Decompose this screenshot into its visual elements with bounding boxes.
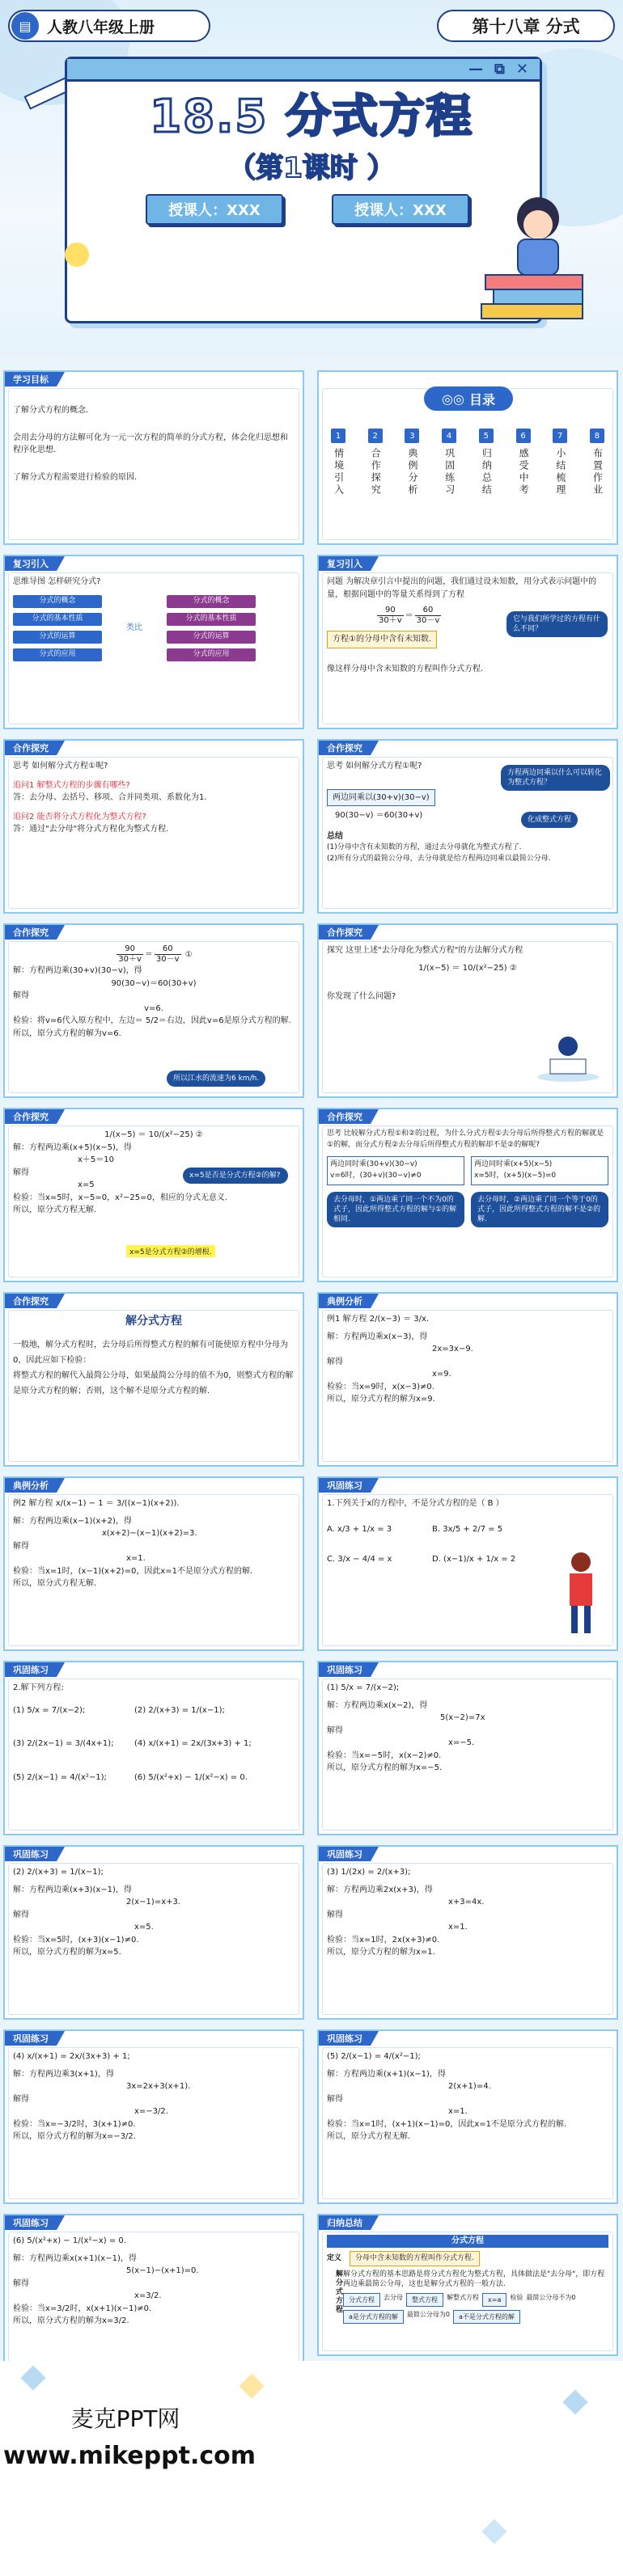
option-b[interactable]: B. 3x/5 + 2/7 = 5 [432, 1524, 503, 1534]
summary-title: 分式方程 [327, 2235, 608, 2248]
definition-text: 像这样分母中含未知数的方程叫作分式方程. [327, 664, 484, 674]
exercise-item: (5) 2/(x−1) = 4/(x²−1); [13, 1772, 107, 1782]
flow-result: a是分式方程的解 [343, 2310, 404, 2324]
solution-step: 解：方程两边乘(x+1)(x−1)，得 [327, 2069, 446, 2079]
edition-label: 人教八年级上册 [47, 18, 155, 36]
book-icon: ▤ [11, 12, 39, 40]
slide-practice-6 [3, 2029, 304, 2204]
solution-step: 所以，原分式方程无解. [327, 2132, 411, 2141]
flow-arrow-label: 解整式方程 [447, 2293, 479, 2301]
flow-step: 分式的运算 [13, 631, 102, 644]
compare-box: 两边同时乘(x+5)(x−5) x=5时，(x+5)(x−5)=0 [471, 1156, 608, 1185]
body-text: 将整式方程的解代入最简公分母，如果最简公分母的值不为0，则整式方程的解是原分式方程的解；否则，这个解不是原分式方程的解. [13, 1370, 294, 1396]
brand-name: 麦克PPT网 [70, 2405, 180, 2432]
callout-bubble: 方程两边同乘以什么可以转化为整式方程？ [501, 765, 610, 791]
solution-step: 90(30−v)＝60(30+v) [111, 978, 197, 988]
solution-step: 检验：当x=5时，(x+3)(x−1)≠0. [13, 1935, 139, 1945]
summary-item: (2)所有分式的最简公分母，去分母就是给方程两边同乘以最简公分母. [327, 854, 551, 863]
footer [0, 2361, 623, 2576]
slide-tag: 巩固练习 [319, 2031, 371, 2046]
page-title: 18.5 分式方程 [150, 91, 473, 143]
slide-tag: 巩固练习 [319, 1662, 371, 1677]
slide-tag: 巩固练习 [5, 1662, 57, 1677]
solution-step: 所以，原分式方程无解. [13, 1206, 97, 1214]
contents-item[interactable]: 7 小结梳理 [547, 429, 573, 496]
solution-step: 解得 [327, 1357, 343, 1366]
slide-tag: 巩固练习 [5, 2031, 57, 2046]
slide-tag: 合作探究 [5, 1109, 57, 1124]
flow-result: a不是分式方程的解 [453, 2310, 520, 2324]
solution-step: x=−3/2. [134, 2107, 168, 2116]
reading-illustration [536, 1027, 600, 1083]
minimize-icon: — [468, 61, 484, 78]
goal-item: 了解分式方程的概念. [13, 406, 89, 415]
solution-step: 解得 [327, 1910, 343, 1919]
contents-item[interactable]: 3 典例分析 [399, 429, 425, 496]
solution-step: 解：方程两边乘x(x+1)(x−1)，得 [13, 2253, 137, 2263]
method-label: 解分式方程 [334, 2269, 342, 2314]
solution-step: 解：方程两边乘2x(x+3)，得 [327, 1885, 433, 1894]
solution-step: 解得 [13, 1541, 29, 1551]
solution-step: 2(x−1)=x+3. [126, 1898, 181, 1907]
solution-step: 解：方程两边乘(x+5)(x−5)，得 [13, 1142, 132, 1152]
callout-bubble: x=5是否是分式方程②的解? [183, 1168, 288, 1184]
solution-step: 解：方程两边乘3(x+1)，得 [13, 2069, 114, 2079]
contents-item[interactable]: 6 感受中考 [511, 429, 536, 496]
equation-step: 90(30−v) [335, 811, 374, 820]
body-text: 一般地，解分式方程时，去分母后所得整式方程的解有可能使原方程中分母为0，因此应如下检验： [13, 1340, 288, 1365]
teacher-label: 授课人：XXX [146, 194, 283, 225]
flow-step: 分式的概念 [13, 595, 102, 608]
solution-step: x=1. [448, 1923, 468, 1932]
flow-step: 分式的运算 [167, 631, 256, 644]
solution-step: 5(x−1)−(x+1)=0. [126, 2266, 199, 2275]
solution-step: 3x=2x+3(x+1). [126, 2082, 191, 2091]
slide-explore-2 [317, 739, 618, 914]
solution-step: 所以，原分式方程的解为x=9. [327, 1395, 435, 1404]
callout-bubble: 去分母时，①两边乘了同一个不为0的式子，因此所得整式方程的解与①的解相同. [327, 1192, 464, 1227]
flow-condition: 最简公分母不为0 [526, 2293, 576, 2301]
equation: x/(x−1) − 1 ＝ 3/((x−1)(x+2)). [55, 1499, 180, 1508]
slide-tag: 归纳总结 [319, 2215, 371, 2230]
slide-tag: 典例分析 [5, 1478, 57, 1493]
solution-step: 检验：当x=−5时，x(x−2)≠0. [327, 1750, 442, 1760]
equation: (2) 2/(x+3) = 1/(x−1); [13, 1868, 104, 1877]
option-a[interactable]: A. x/3 + 1/x = 3 [327, 1524, 392, 1534]
solution-step: 解得 [13, 2278, 29, 2288]
solution-step: 所以，原分式方程的解为v=6. [13, 1028, 121, 1038]
goal-item: 会用去分母的方法解可化为一元一次方程的简单的分式方程，体会化归思想和程序化思想. [13, 433, 288, 454]
chapter-badge [437, 10, 615, 42]
window-titlebar [67, 59, 540, 82]
flow-step: 分式的概念 [167, 595, 256, 608]
slide-tag: 巩固练习 [319, 1478, 371, 1493]
equation-mark: ② [195, 1130, 203, 1139]
compare-box: 两边同时乘(30+v)(30−v) v=6时，(30+v)(30−v)≠0 [327, 1156, 464, 1185]
solution-step: 解得 [13, 1168, 29, 1177]
slide-practice-3 [317, 1661, 618, 1835]
exercise-item: (6) 5/(x²+x) − 1/(x²−x) = 0. [134, 1772, 248, 1782]
equation: $\frac{90}{30+v}$ ＝ $\frac{60}{30-v}$ ① [118, 944, 193, 964]
solution-step: v=6. [144, 1003, 163, 1013]
slide-tag: 巩固练习 [5, 1847, 57, 1861]
slide-compare [317, 1108, 618, 1282]
note-box: 方程①的分母中含有未知数. [327, 631, 437, 648]
followup-question: 追问1 解整式方程的步骤有哪些? [13, 780, 130, 790]
exercise-item: (4) x/(x+1) = 2x/(3x+3) + 1; [134, 1739, 252, 1748]
equation: (6) 5/(x²+x) − 1/(x²−x) = 0. [13, 2236, 126, 2245]
equation: 1/(x−5) ＝ 10/(x²−25) [104, 1130, 193, 1139]
solution-step: x=1. [126, 1554, 146, 1563]
solution-step: 2(x+1)=4. [448, 2082, 491, 2091]
solution-step: 检验：当x=−3/2时，3(x+1)≠0. [13, 2119, 136, 2129]
solution-step: x＋5＝10 [78, 1155, 115, 1164]
example-label: 例2 解方程 [13, 1499, 53, 1508]
method-flow [343, 2293, 608, 2324]
solution-step: 解：方程两边乘(30+v)(30−v)，得 [13, 966, 142, 975]
prompt-text: 探究 这里上述"去分母化为整式方程"的方法解分式方程 [327, 946, 523, 955]
contents-title: ◎◎ 目录 [424, 386, 513, 411]
chapter-label: 第十八章 分式 [472, 17, 580, 36]
solution-step: 解得 [327, 1725, 343, 1735]
slide-review-mindmap [3, 555, 304, 729]
brand-url[interactable]: www.mikeppt.com [3, 2442, 256, 2470]
fraction-flow [13, 595, 102, 661]
slide-tag: 合作探究 [319, 1109, 371, 1124]
option-c[interactable]: C. 3/x − 4/4 = x [327, 1555, 392, 1564]
equation: (4) x/(x+1) = 2x/(3x+3) + 1; [13, 2052, 130, 2061]
answer-text: 答：通过"去分母"将分式方程化为整式方程. [13, 825, 169, 834]
definition-text: 分母中含未知数的方程叫作分式方程. [350, 2251, 480, 2266]
summary-item: (1)分母中含有未知数的方程，通过去分母就化为整式方程了. [327, 843, 522, 851]
flow-arrow-label: 去分母 [384, 2293, 403, 2301]
solution-step: x+3=4x. [448, 1898, 485, 1907]
flow-step: 分式的基本性质 [13, 613, 102, 626]
glasses-icon: ◎◎ [442, 391, 464, 407]
method-text: 解分式方程的基本思路是将分式方程化为整式方程，具体做法是"去分母"，即方程两边乘最简公分母，这也是解分式方程的一般方法. [343, 2270, 605, 2289]
flow-step: 分式的应用 [13, 648, 102, 661]
slide-practice-1 [317, 1476, 618, 1651]
girl-illustration [557, 1549, 605, 1638]
equation: (1) 5/x = 7/(x−2); [327, 1683, 400, 1692]
solution-step: 所以，原分式方程的解为x=−3/2. [13, 2132, 136, 2141]
followup-question: 追问2 能否将分式方程化为整式方程? [13, 812, 146, 821]
slide-tag: 合作探究 [5, 741, 57, 755]
exercise-item: (2) 2/(x+3) = 1/(x−1); [134, 1705, 225, 1715]
decor-dot [65, 243, 89, 267]
solution-step: x=9. [432, 1370, 451, 1379]
callout-bubble: 它与我们所学过的方程有什么不同？ [506, 611, 608, 637]
solution-step: 所以，原分式方程的解为x=3/2. [13, 2316, 129, 2325]
decor-diamond [20, 2365, 45, 2390]
slide-tag: 合作探究 [5, 1294, 57, 1308]
solution-step: 检验：当x=9时，x(x−3)≠0. [327, 1382, 434, 1391]
solution-step: x(x+2)−(x−1)(x+2)=3. [102, 1529, 197, 1538]
callout-bubble: 所以江水的流速为6 km/h. [167, 1071, 265, 1087]
analogy-label: 类比 [126, 623, 142, 632]
restore-icon: ⧉ [494, 61, 505, 78]
equation: (3) 1/(2x) = 2/(x+3); [327, 1868, 411, 1877]
solution-step: 所以，原分式方程的解为x=1. [327, 1948, 435, 1957]
decor-diamond [562, 2389, 587, 2414]
flow-step: 分式的应用 [167, 648, 256, 661]
contents-item[interactable]: 4 巩固练习 [436, 429, 462, 496]
solution-step: 解得 [13, 1910, 29, 1919]
cover-slide [0, 0, 623, 356]
question-text: 思考 如何解分式方程①呢? [327, 762, 422, 771]
flow-condition: 最简公分母为0 [406, 2310, 450, 2318]
solution-step: 检验：当x=1时，(x−1)(x+2)=0，因此x=1不是原分式方程的解. [13, 1566, 253, 1576]
page-subtitle: （第1课时 ） [228, 152, 395, 184]
definition-label: 定义 [327, 2254, 342, 2262]
slide-tag: 复习引入 [319, 556, 371, 571]
equation-step: ＝60(30+v) [375, 811, 423, 820]
question-text: 你发现了什么问题? [327, 992, 396, 1001]
equation: (5) 2/(x−1) = 4/(x²−1); [327, 2052, 421, 2061]
slide-explore-3 [317, 923, 618, 1098]
contents-item[interactable]: 1 情境引入 [325, 429, 351, 496]
slide-tag: 巩固练习 [319, 1847, 371, 1861]
edition-badge [8, 10, 210, 42]
solution-step: x=1. [448, 2107, 468, 2116]
solution-step: 解：方程两边乘(x+3)(x−1)，得 [13, 1885, 132, 1894]
option-d[interactable]: D. (x−1)/x + 1/x = 2 [432, 1555, 516, 1564]
exercise-item: (3) 2/(2x−1) = 3/(4x+1); [13, 1739, 114, 1748]
summary-title: 总结 [327, 831, 343, 841]
solution-step: 解得 [327, 2094, 343, 2104]
fraction-flow [167, 595, 256, 661]
slide-method [3, 1292, 304, 1467]
slide-solve-1 [3, 923, 304, 1098]
close-icon: ✕ [515, 61, 528, 78]
decor-diamond [239, 2373, 264, 2398]
contents-item[interactable]: 8 布置作业 [584, 429, 610, 496]
flow-step: x=a [482, 2293, 506, 2307]
slide-tag: 巩固练习 [5, 2215, 57, 2230]
equation: 1/(x−5) ＝ 10/(x²−25) [418, 963, 507, 973]
solution-step: 解得 [13, 2094, 29, 2104]
contents-item[interactable]: 2 合作探究 [362, 429, 388, 496]
slide-practice-2 [3, 1661, 304, 1835]
slide-practice-4 [3, 1845, 304, 2020]
slide-tag: 典例分析 [319, 1294, 371, 1308]
solution-step: 检验：当x=1时，2x(x+3)≠0. [327, 1935, 440, 1945]
callout-bubble: 去分母时，②两边乘了同一个等于0的式子，因此所得整式方程的解不是②的解. [471, 1192, 608, 1227]
student-illustration [469, 186, 591, 323]
slide-tag: 合作探究 [319, 741, 371, 755]
slide-example-1 [317, 1292, 618, 1467]
slide-summary [317, 2214, 618, 2356]
solution-step: 检验：当x=5时，x−5=0，x²−25=0，相应的分式无意义. [13, 1193, 228, 1202]
solution-step: 所以，原分式方程的解为x=5. [13, 1948, 121, 1957]
solution-step: 解：方程两边乘x(x−3)，得 [327, 1332, 428, 1341]
solution-step: 2x=3x−9. [432, 1345, 473, 1353]
flow-step: 分式的基本性质 [167, 613, 256, 626]
question-text: 2.解下列方程: [13, 1683, 64, 1692]
equation: 2/(x−3) ＝ 3/x. [369, 1315, 430, 1324]
slide-review-problem [317, 555, 618, 729]
answer-text: 答：去分母、去括号、移项、合并同类项、系数化为1. [13, 793, 207, 802]
flow-arrow-label: 检验 [510, 2293, 523, 2301]
solution-step: 解：方程两边乘(x−1)(x+2)，得 [13, 1516, 132, 1526]
solution-step: x=−5. [448, 1738, 475, 1747]
slide-tag: 学习目标 [5, 372, 57, 386]
slide-practice-5 [317, 1845, 618, 2020]
solution-step: 5(x−2)=7x [440, 1713, 485, 1722]
solution-step: x=5 [78, 1180, 95, 1189]
flow-step: 分式方程 [343, 2293, 380, 2307]
solution-step: x=5. [134, 1923, 154, 1932]
contents-item[interactable]: 5 归纳总结 [473, 429, 499, 496]
goal-item: 了解分式方程需要进行检验的原因. [13, 472, 138, 482]
problem-text: 问题 为解决章引言中提出的问题，我们通过设未知数，用分式表示问题中的量，根据问题中的等量关系得到了方程 [327, 577, 597, 599]
solution-step: 所以，原分式方程无解. [13, 1579, 97, 1588]
slide-practice-7 [317, 2029, 618, 2204]
solution-step: x=3/2. [134, 2291, 162, 2300]
slide-example-2 [3, 1476, 304, 1651]
slide-tag: 合作探究 [5, 925, 57, 940]
question-text: 思维导图 怎样研究分式? [13, 577, 101, 586]
highlight-text: x=5是分式方程②的增根. [126, 1245, 215, 1257]
solution-step: 检验：当x=3/2时，x(x+1)(x−1)≠0. [13, 2304, 152, 2313]
equation: $\frac{90}{30+v}$ ＝ $\frac{60}{30-v}$ [379, 606, 440, 625]
example-label: 例1 解方程 [327, 1315, 367, 1324]
equation-mark: ② [509, 963, 517, 973]
section-title: 解分式方程 [125, 1315, 182, 1328]
contents-list [325, 429, 610, 496]
callout-bubble: 化成整式方程 [521, 812, 578, 828]
teacher-label: 授课人：XXX [332, 194, 469, 225]
solution-step: 检验：将v=6代入原方程中，左边＝ 5/2＝右边，因此v=6是原分式方程的解. [13, 1016, 291, 1025]
question-text: 思考 比较解分式方程①和②的过程，为什么分式方程①去分母后所得整式方程的解就是①的解，而分式方程②去分母后所得整式方程的解却不是②的解呢? [327, 1130, 604, 1149]
solution-step: 所以，原分式方程的解为x=−5. [327, 1763, 443, 1772]
question-text: 思考 如何解分式方程①呢? [13, 762, 108, 771]
slide-tag: 合作探究 [319, 925, 371, 940]
solution-step: 解得 [13, 991, 29, 1000]
solution-step: 解：方程两边乘x(x−2)，得 [327, 1700, 428, 1710]
slide-contents [317, 370, 618, 545]
solution-step: 检验：当x=1时，(x+1)(x−1)=0，因此x=1不是原分式方程的解. [327, 2119, 567, 2129]
question-text: 1.下列关于x的方程中，不是分式方程的是（ B ） [327, 1499, 504, 1508]
slide-tag: 复习引入 [5, 556, 57, 571]
flow-step: 整式方程 [406, 2293, 443, 2307]
step-box: 两边同乘以(30+v)(30−v) [327, 789, 435, 807]
slide-solve-2 [3, 1108, 304, 1282]
slide-explore-1 [3, 739, 304, 914]
slide-learning-goals [3, 370, 304, 545]
decor-diamond [481, 2519, 506, 2544]
exercise-item: (1) 5/x = 7/(x−2); [13, 1705, 86, 1715]
